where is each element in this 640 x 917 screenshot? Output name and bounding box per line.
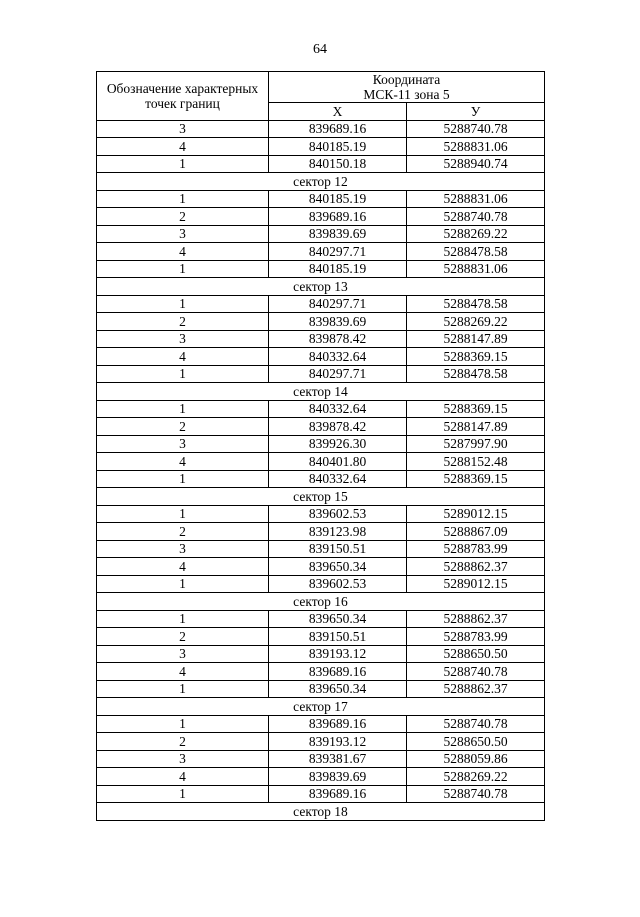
sector-label: сектор 15 xyxy=(97,488,545,506)
point-cell: 1 xyxy=(97,610,269,628)
table-row xyxy=(97,750,545,768)
y-cell: 5288269.22 xyxy=(407,225,545,243)
table-row xyxy=(97,768,545,786)
x-cell: 839689.16 xyxy=(269,715,407,733)
x-cell: 840185.19 xyxy=(269,260,407,278)
table-row xyxy=(97,208,545,226)
point-cell: 2 xyxy=(97,733,269,751)
y-cell: 5288831.06 xyxy=(407,260,545,278)
table-row xyxy=(97,505,545,523)
sector-row xyxy=(97,173,545,191)
table-row xyxy=(97,558,545,576)
table-row xyxy=(97,330,545,348)
y-column-header: У xyxy=(407,103,545,121)
point-cell: 1 xyxy=(97,155,269,173)
x-cell: 840150.18 xyxy=(269,155,407,173)
coordinate-header-line1: Координата xyxy=(372,72,441,87)
table-row xyxy=(97,243,545,261)
x-cell: 839650.34 xyxy=(269,558,407,576)
y-cell: 5288650.50 xyxy=(407,645,545,663)
point-cell: 1 xyxy=(97,575,269,593)
coordinates-table xyxy=(96,71,545,821)
table-row xyxy=(97,435,545,453)
point-cell: 4 xyxy=(97,243,269,261)
y-cell: 5288862.37 xyxy=(407,558,545,576)
y-cell: 5288369.15 xyxy=(407,400,545,418)
point-cell: 3 xyxy=(97,540,269,558)
y-cell: 5288862.37 xyxy=(407,610,545,628)
point-cell: 1 xyxy=(97,715,269,733)
y-cell: 5289012.15 xyxy=(407,575,545,593)
x-cell: 840332.64 xyxy=(269,400,407,418)
sector-row xyxy=(97,698,545,716)
sector-row xyxy=(97,593,545,611)
x-cell: 839878.42 xyxy=(269,418,407,436)
y-cell: 5288147.89 xyxy=(407,418,545,436)
table-row xyxy=(97,155,545,173)
sector-label: сектор 17 xyxy=(97,698,545,716)
point-cell: 4 xyxy=(97,138,269,156)
x-cell: 839689.16 xyxy=(269,120,407,138)
x-cell: 839839.69 xyxy=(269,225,407,243)
table-row xyxy=(97,138,545,156)
table-row xyxy=(97,365,545,383)
x-cell: 840401.80 xyxy=(269,453,407,471)
sector-row xyxy=(97,383,545,401)
table-row xyxy=(97,645,545,663)
point-cell: 3 xyxy=(97,435,269,453)
x-cell: 840297.71 xyxy=(269,243,407,261)
y-cell: 5288740.78 xyxy=(407,663,545,681)
x-cell: 839689.16 xyxy=(269,663,407,681)
sector-label: сектор 16 xyxy=(97,593,545,611)
point-cell: 1 xyxy=(97,190,269,208)
x-cell: 839839.69 xyxy=(269,768,407,786)
point-cell: 2 xyxy=(97,418,269,436)
point-cell: 4 xyxy=(97,453,269,471)
point-cell: 1 xyxy=(97,505,269,523)
table-row xyxy=(97,470,545,488)
y-cell: 5288940.74 xyxy=(407,155,545,173)
coordinate-header-line2: МСК-11 зона 5 xyxy=(363,87,450,102)
point-cell: 1 xyxy=(97,470,269,488)
table-row xyxy=(97,715,545,733)
point-cell: 1 xyxy=(97,785,269,803)
x-cell: 840297.71 xyxy=(269,365,407,383)
x-cell: 839123.98 xyxy=(269,523,407,541)
sector-row xyxy=(97,803,545,821)
table-row xyxy=(97,663,545,681)
table-row xyxy=(97,225,545,243)
y-cell: 5288783.99 xyxy=(407,628,545,646)
x-cell: 839193.12 xyxy=(269,645,407,663)
sector-row xyxy=(97,488,545,506)
x-cell: 839926.30 xyxy=(269,435,407,453)
sector-label: сектор 18 xyxy=(97,803,545,821)
coordinate-column-header xyxy=(269,72,545,103)
x-cell: 840185.19 xyxy=(269,138,407,156)
point-cell: 4 xyxy=(97,558,269,576)
y-cell: 5287997.90 xyxy=(407,435,545,453)
point-cell: 1 xyxy=(97,400,269,418)
table-header-row xyxy=(97,72,545,103)
point-cell: 4 xyxy=(97,768,269,786)
y-cell: 5288862.37 xyxy=(407,680,545,698)
table-row xyxy=(97,540,545,558)
point-cell: 2 xyxy=(97,313,269,331)
y-cell: 5288152.48 xyxy=(407,453,545,471)
table-row xyxy=(97,733,545,751)
sector-label: сектор 14 xyxy=(97,383,545,401)
x-cell: 839650.34 xyxy=(269,610,407,628)
y-cell: 5288478.58 xyxy=(407,295,545,313)
table-row xyxy=(97,785,545,803)
y-cell: 5288740.78 xyxy=(407,120,545,138)
y-cell: 5288650.50 xyxy=(407,733,545,751)
table-row xyxy=(97,348,545,366)
y-cell: 5288740.78 xyxy=(407,715,545,733)
x-cell: 840332.64 xyxy=(269,470,407,488)
x-cell: 839689.16 xyxy=(269,208,407,226)
point-cell: 1 xyxy=(97,365,269,383)
coordinates-table-body xyxy=(97,72,545,821)
table-row xyxy=(97,680,545,698)
table-row xyxy=(97,453,545,471)
y-cell: 5288059.86 xyxy=(407,750,545,768)
table-row xyxy=(97,575,545,593)
x-cell: 840185.19 xyxy=(269,190,407,208)
y-cell: 5288867.09 xyxy=(407,523,545,541)
y-cell: 5288147.89 xyxy=(407,330,545,348)
y-cell: 5288783.99 xyxy=(407,540,545,558)
x-cell: 839150.51 xyxy=(269,540,407,558)
x-cell: 839193.12 xyxy=(269,733,407,751)
table-row xyxy=(97,400,545,418)
y-cell: 5288269.22 xyxy=(407,768,545,786)
table-row xyxy=(97,190,545,208)
point-cell: 4 xyxy=(97,348,269,366)
y-cell: 5288369.15 xyxy=(407,470,545,488)
y-cell: 5288369.15 xyxy=(407,348,545,366)
point-cell: 4 xyxy=(97,663,269,681)
table-row xyxy=(97,523,545,541)
x-cell: 839839.69 xyxy=(269,313,407,331)
y-cell: 5288269.22 xyxy=(407,313,545,331)
point-cell: 3 xyxy=(97,645,269,663)
page-number: 64 xyxy=(313,42,327,57)
x-cell: 839689.16 xyxy=(269,785,407,803)
y-cell: 5288740.78 xyxy=(407,785,545,803)
point-cell: 1 xyxy=(97,680,269,698)
table-row xyxy=(97,418,545,436)
point-cell: 1 xyxy=(97,260,269,278)
sector-label: сектор 13 xyxy=(97,278,545,296)
point-cell: 3 xyxy=(97,120,269,138)
point-cell: 3 xyxy=(97,225,269,243)
y-cell: 5288831.06 xyxy=(407,138,545,156)
y-cell: 5288478.58 xyxy=(407,243,545,261)
x-cell: 839381.67 xyxy=(269,750,407,768)
x-cell: 839602.53 xyxy=(269,505,407,523)
point-cell: 2 xyxy=(97,523,269,541)
table-row xyxy=(97,628,545,646)
x-cell: 839602.53 xyxy=(269,575,407,593)
point-cell: 1 xyxy=(97,295,269,313)
x-cell: 839650.34 xyxy=(269,680,407,698)
x-cell: 840297.71 xyxy=(269,295,407,313)
point-column-header: Обозначение характерных точек границ xyxy=(97,72,269,121)
y-cell: 5289012.15 xyxy=(407,505,545,523)
x-cell: 840332.64 xyxy=(269,348,407,366)
x-cell: 839150.51 xyxy=(269,628,407,646)
sector-row xyxy=(97,278,545,296)
y-cell: 5288740.78 xyxy=(407,208,545,226)
x-column-header: X xyxy=(269,103,407,121)
point-cell: 3 xyxy=(97,330,269,348)
table-row xyxy=(97,313,545,331)
y-cell: 5288831.06 xyxy=(407,190,545,208)
point-cell: 2 xyxy=(97,628,269,646)
point-cell: 3 xyxy=(97,750,269,768)
table-row xyxy=(97,295,545,313)
point-cell: 2 xyxy=(97,208,269,226)
table-row xyxy=(97,120,545,138)
sector-label: сектор 12 xyxy=(97,173,545,191)
table-row xyxy=(97,260,545,278)
table-row xyxy=(97,610,545,628)
x-cell: 839878.42 xyxy=(269,330,407,348)
y-cell: 5288478.58 xyxy=(407,365,545,383)
